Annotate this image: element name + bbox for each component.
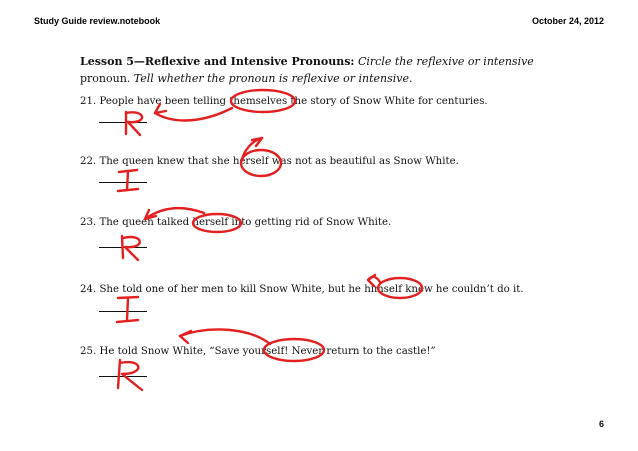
arrow-head [180, 331, 191, 343]
answer-blank-21[interactable] [99, 122, 147, 123]
annotation-23 [122, 208, 241, 260]
answer-blank-22[interactable] [99, 182, 147, 183]
question-22: 22. The queen knew that she herself was not as beautiful as Snow White. [80, 156, 459, 167]
annotation-25 [118, 329, 324, 390]
lesson-title: Lesson 5—Reflexive and Intensive Pronouns: [80, 55, 355, 68]
arrow-line [180, 329, 270, 344]
question-23: 23. The queen talked herself into getting rid of Snow White. [80, 217, 392, 228]
page-number: 6 [598, 419, 604, 429]
answer-blank-24[interactable] [99, 311, 147, 312]
answer-letter-i [117, 297, 138, 322]
lesson-instruction-2-start: pronoun. [80, 72, 131, 85]
answer-blank-23[interactable] [99, 247, 147, 248]
answer-letter-r [126, 112, 142, 135]
question-25: 25. He told Snow White, “Save yourself! Never return to the castle!” [80, 346, 436, 357]
answer-letter-r [122, 236, 140, 260]
answer-blank-25[interactable] [99, 376, 147, 377]
notebook-filename: Study Guide review.notebook [34, 16, 161, 26]
arrow-line [368, 277, 380, 282]
lesson-instruction-2-rest: Tell whether the pronoun is reflexive or intensive. [133, 72, 413, 85]
arrow-line [155, 108, 232, 120]
annotation-24 [117, 275, 422, 322]
page-date: October 24, 2012 [531, 16, 604, 26]
question-21: 21. People have been telling themselves the story of Snow White for centuries. [80, 96, 488, 107]
lesson-heading [80, 53, 600, 87]
answer-letter-r [118, 360, 142, 390]
arrow-head [252, 138, 262, 146]
question-24: 24. She told one of her men to kill Snow White, but he himself knew he couldn’t do it. [80, 284, 524, 295]
lesson-instruction-1: Circle the reflexive or intensive [357, 55, 534, 68]
answer-letter-i [118, 170, 138, 191]
